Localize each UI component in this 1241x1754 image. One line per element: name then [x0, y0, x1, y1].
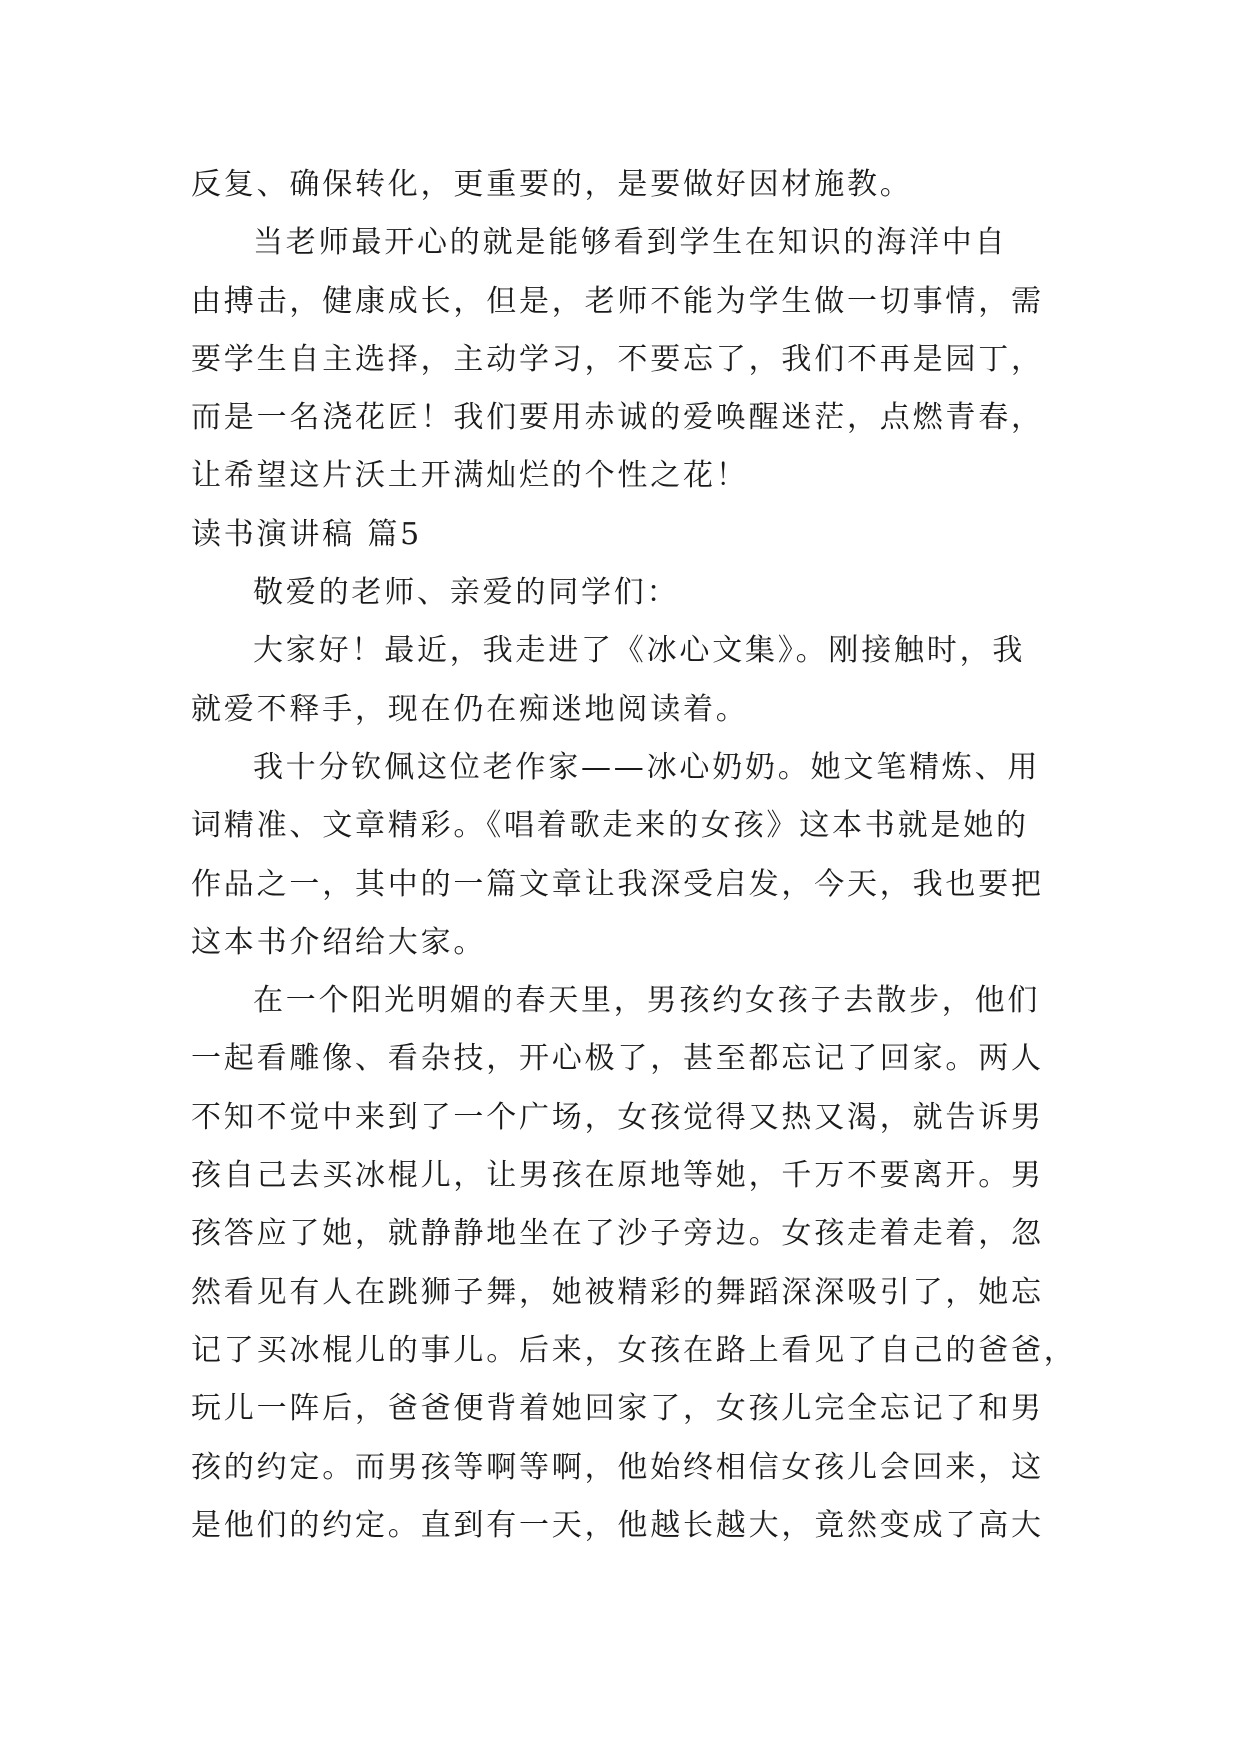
text-line: 反复、确保转化，更重要的，是要做好因材施教。 [191, 167, 913, 202]
text-line: 然看见有人在跳狮子舞，她被精彩的舞蹈深深吸引了，她忘 [191, 1274, 1044, 1310]
text-line: 要学生自主选择，主动学习，不要忘了，我们不再是园丁， [191, 341, 1044, 377]
text-line: 孩答应了她，就静静地坐在了沙子旁边。女孩走着走着，忽 [191, 1216, 1044, 1252]
text-line: 就爱不释手，现在仍在痴迷地阅读着。 [191, 691, 749, 727]
text-line: 一起看雕像、看杂技，开心极了，甚至都忘记了回家。两人 [191, 1041, 1044, 1077]
text-line: 是他们的约定。直到有一天，他越长越大，竟然变成了高大 [191, 1507, 1044, 1543]
text-line: 大家好！最近，我走进了《冰心文集》。刚接触时，我 [253, 633, 1026, 669]
text-line: 这本书介绍给大家。 [191, 924, 487, 960]
section-heading: 读书演讲稿 篇5 [191, 516, 423, 552]
text-line: 让希望这片沃土开满灿烂的个性之花！ [191, 458, 749, 494]
text-line: 当老师最开心的就是能够看到学生在知识的海洋中自 [253, 225, 1008, 261]
text-line: 我十分钦佩这位老作家——冰心奶奶。她文笔精炼、用 [253, 749, 1041, 785]
text-line: 记了买冰棍儿的事儿。后来，女孩在路上看见了自己的爸爸， [191, 1332, 1077, 1368]
document-body [191, 156, 1077, 1555]
text-line: 词精准、文章精彩。《唱着歌走来的女孩》这本书就是她的 [191, 808, 1029, 844]
text-line: 作品之一，其中的一篇文章让我深受启发，今天，我也要把 [191, 866, 1044, 902]
text-line: 在一个阳光明媚的春天里，男孩约女孩子去散步，他们 [253, 983, 1041, 1019]
text-line: 玩儿一阵后，爸爸便背着她回家了，女孩儿完全忘记了和男 [191, 1391, 1044, 1427]
text-line: 不知不觉中来到了一个广场，女孩觉得又热又渴，就告诉男 [191, 1099, 1044, 1135]
text-line: 由搏击，健康成长，但是，老师不能为学生做一切事情，需 [191, 283, 1044, 319]
text-line: 而是一名浇花匠！我们要用赤诚的爱唤醒迷茫，点燃青春， [191, 400, 1044, 436]
text-line: 孩的约定。而男孩等啊等啊，他始终相信女孩儿会回来，这 [191, 1449, 1044, 1485]
text-line: 孩自己去买冰棍儿，让男孩在原地等她，千万不要离开。男 [191, 1158, 1044, 1194]
salutation: 敬爱的老师、亲爱的同学们： [253, 575, 680, 611]
